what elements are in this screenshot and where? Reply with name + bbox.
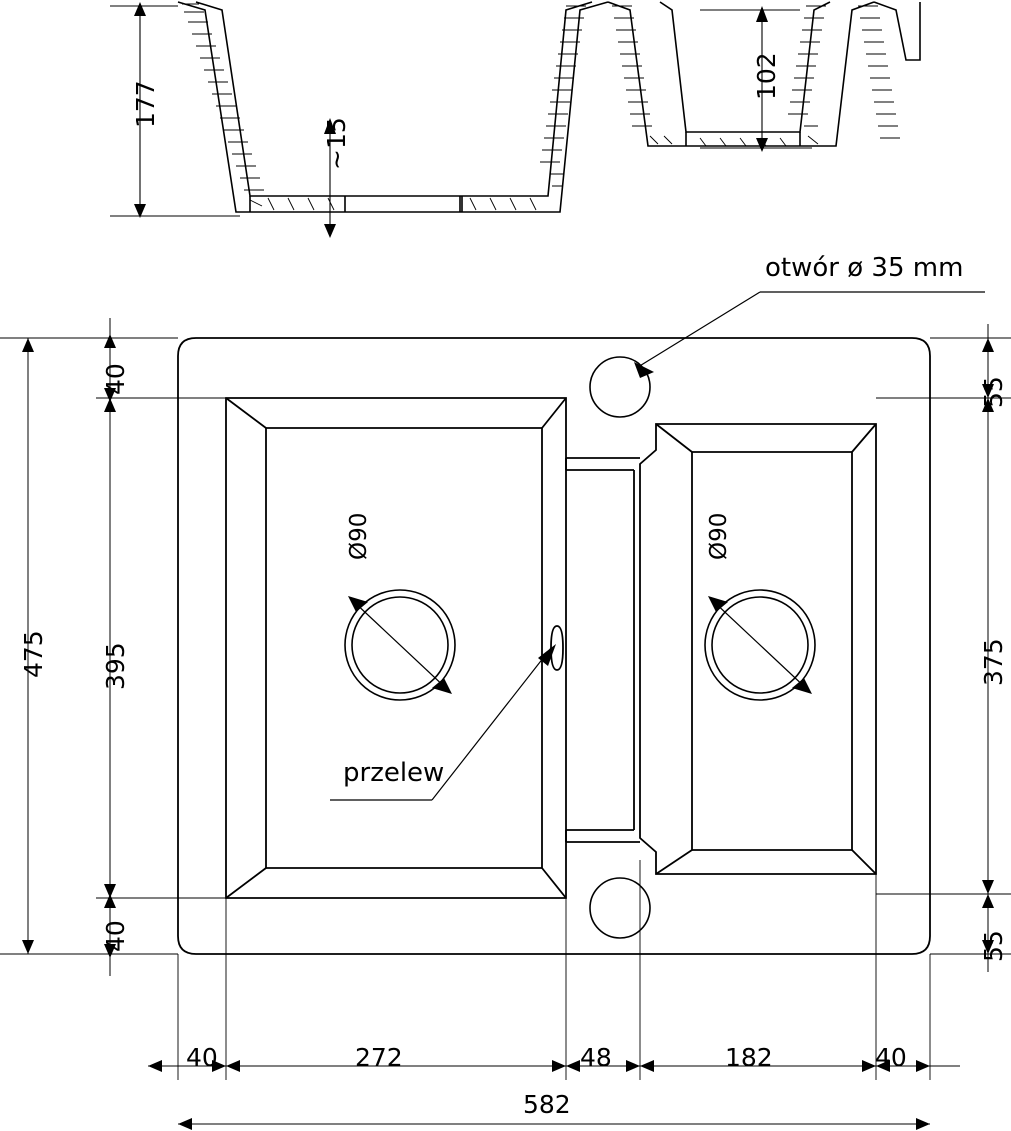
label-drain-right: Ø90	[706, 512, 732, 560]
dim-bowl-left-width: 272	[355, 1043, 403, 1072]
dim-bowl-right-height: 375	[979, 638, 1008, 686]
dim-bowl-height: 395	[101, 642, 130, 690]
annotation-tap-hole: otwór ø 35 mm	[765, 253, 964, 283]
tap-holes	[590, 357, 650, 938]
dim-edge-bottom: 40	[101, 920, 130, 952]
dim-margin-left: 40	[186, 1043, 218, 1072]
section-hatching	[182, 4, 900, 210]
dim-depth-main: 177	[131, 80, 160, 128]
section-view-outline	[178, 2, 920, 218]
drain-openings	[345, 590, 815, 700]
dim-divider-width: 48	[580, 1043, 612, 1072]
label-drain-left: Ø90	[346, 512, 372, 560]
dim-edge-bottom-right: 55	[979, 930, 1008, 962]
dim-depth-small: 102	[752, 52, 781, 100]
dim-total-height: 475	[19, 630, 48, 678]
dim-edge-top: 40	[101, 363, 130, 395]
dim-slope: ~15	[322, 117, 351, 170]
section-dimensions	[110, 2, 812, 238]
dim-edge-top-right: 55	[979, 376, 1008, 408]
annotation-overflow: przelew	[343, 758, 445, 788]
dim-margin-right: 40	[875, 1043, 907, 1072]
dim-bowl-right-width: 182	[725, 1043, 773, 1072]
dim-total-width: 582	[523, 1090, 571, 1119]
leader-lines	[330, 292, 985, 800]
